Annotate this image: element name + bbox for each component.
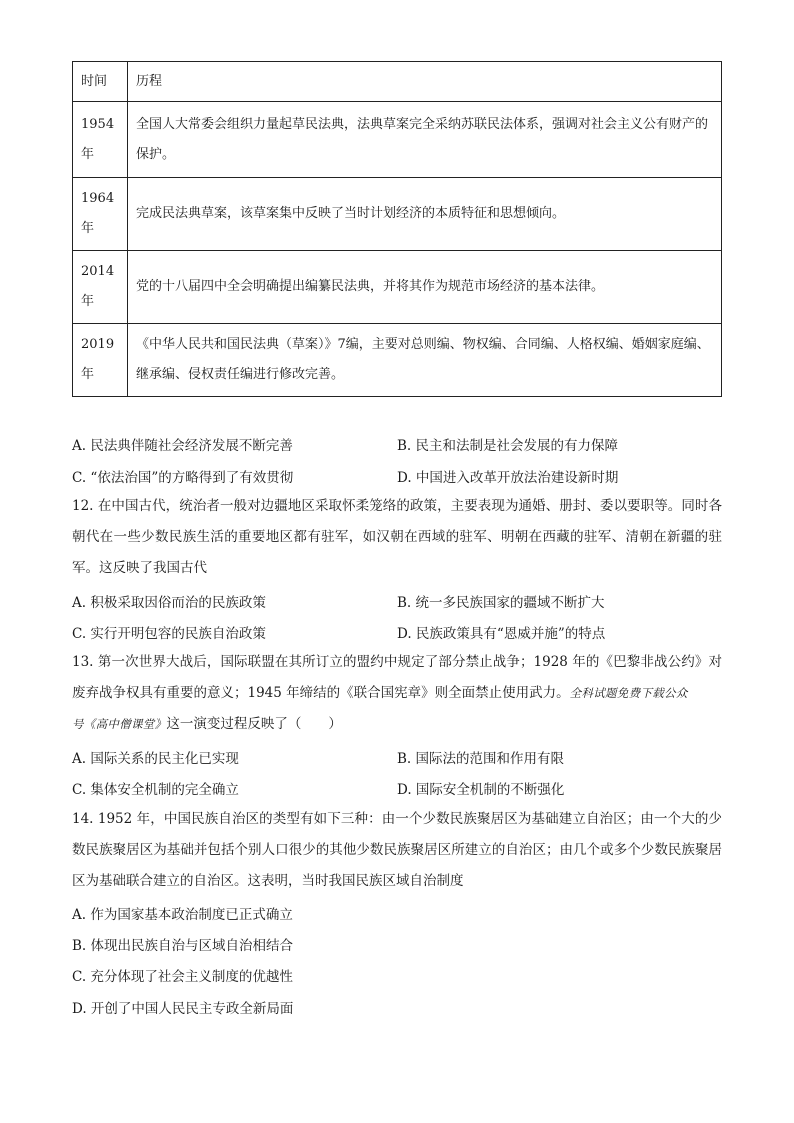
q11-option-a[interactable]: A. 民法典伴随社会经济发展不断完善 — [72, 438, 293, 454]
q12-option-a[interactable]: A. 积极采取因俗而治的民族政策 — [72, 595, 266, 611]
event-cell: 全国人大常委会组织力量起草民法典，法典草案完全采纳苏联民法体系，强调对社会主义公有财产的保护。 — [128, 102, 722, 178]
q14-option-d[interactable]: D. 开创了中国人民民主专政全新局面 — [72, 1001, 294, 1017]
q13-options-row-2 — [72, 778, 722, 800]
table-header-time: 时间 — [73, 62, 128, 102]
event-cell: 完成民法典草案，该草案集中反映了当时计划经济的本质特征和思想倾向。 — [128, 178, 722, 251]
q13-option-b[interactable]: B. 国际法的范围和作用有限 — [397, 751, 565, 767]
q11-option-d[interactable]: D. 中国进入改革开放法治建设新时期 — [397, 470, 619, 486]
q11-options-row-1 — [72, 434, 722, 456]
table-header-process: 历程 — [128, 62, 722, 102]
q14-option-b[interactable]: B. 体现出民族自治与区域自治相结合 — [72, 938, 294, 954]
q12-option-c[interactable]: C. 实行开明包容的民族自治政策 — [72, 626, 266, 642]
q12-stem: 12. 在中国古代，统治者一般对边疆地区采取怀柔笼络的政策，主要表现为通婚、册封、委以要职等。同时各朝代在一些少数民族生活的重要地区都有驻军，如汉朝在西域的驻军、明朝在西藏的驻军、清朝在新疆的驻军。这反映了我国古代 — [72, 498, 722, 576]
q13-option-c[interactable]: C. 集体安全机制的完全确立 — [72, 782, 239, 798]
q14-option-c[interactable]: C. 充分体现了社会主义制度的优越性 — [72, 969, 293, 985]
year-number: 1964 — [81, 191, 115, 206]
q14-stem: 14. 1952 年，中国民族自治区的类型有如下三种：由一个少数民族聚居区为基础建立自治区；由一个大的少数民族聚居区为基础并包括个别人口很少的其他少数民族聚居区所建立的自治区；由几个或多个少数民族聚居区为基础联合建立的自治区。这表明，当时我国民族区域自治制度 — [72, 811, 722, 889]
q11-options-row-2 — [72, 466, 722, 488]
q13-stem-ending: 这一演变过程反映了（ ） — [166, 716, 342, 732]
event-cell: 党的十八届四中全会明确提出编纂民法典，并将其作为规范市场经济的基本法律。 — [128, 251, 722, 324]
year-number: 1954 — [81, 116, 115, 132]
q13-watermark-text-2: 号《高中僧课堂》 — [72, 717, 167, 731]
year-suffix: 年 — [81, 294, 95, 309]
history-timeline-table — [72, 61, 722, 397]
year-number: 2019 — [81, 337, 115, 352]
year-suffix: 年 — [81, 221, 95, 236]
q12-options-row-2 — [72, 622, 722, 644]
q13-stem — [72, 647, 722, 740]
table-header-row — [73, 62, 722, 102]
year-number: 2014 — [81, 264, 115, 279]
year-suffix: 年 — [81, 146, 95, 162]
year-cell — [73, 178, 128, 251]
q14-option-a[interactable]: A. 作为国家基本政治制度已正式确立 — [72, 907, 293, 923]
year-cell — [73, 251, 128, 324]
table-row — [73, 178, 722, 251]
q13-stem-text: 13. 第一次世界大战后，国际联盟在其所订立的盟约中规定了部分禁止战争；1928 年的《巴黎非战公约》对废弃战争权具有重要的意义；1945 年缔结的《联合国宪章》则全面禁止使用武力。 — [72, 654, 722, 701]
q13-options-row-1 — [72, 747, 722, 769]
q12-option-d[interactable]: D. 民族政策具有“恩威并施”的特点 — [397, 626, 606, 642]
year-cell — [73, 102, 128, 178]
event-cell: 《中华人民共和国民法典（草案）》7编，主要对总则编、物权编、合同编、人格权编、婚姻家庭编、继承编、侵权责任编进行修改完善。 — [128, 324, 722, 397]
year-suffix: 年 — [81, 367, 95, 382]
q11-option-c[interactable]: C. “依法治国”的方略得到了有效贯彻 — [72, 470, 294, 486]
q13-watermark-text-1: 全科试题免费下载公众 — [569, 686, 688, 700]
q13-option-a[interactable]: A. 国际关系的民主化已实现 — [72, 751, 239, 767]
table-row — [73, 251, 722, 324]
q12-option-b[interactable]: B. 统一多民族国家的疆域不断扩大 — [397, 595, 605, 611]
table-row — [73, 324, 722, 397]
q13-option-d[interactable]: D. 国际安全机制的不断强化 — [397, 782, 565, 798]
year-cell — [73, 324, 128, 397]
q11-option-b[interactable]: B. 民主和法制是社会发展的有力保障 — [397, 438, 619, 454]
table-row — [73, 102, 722, 178]
q12-options-row-1 — [72, 591, 722, 613]
